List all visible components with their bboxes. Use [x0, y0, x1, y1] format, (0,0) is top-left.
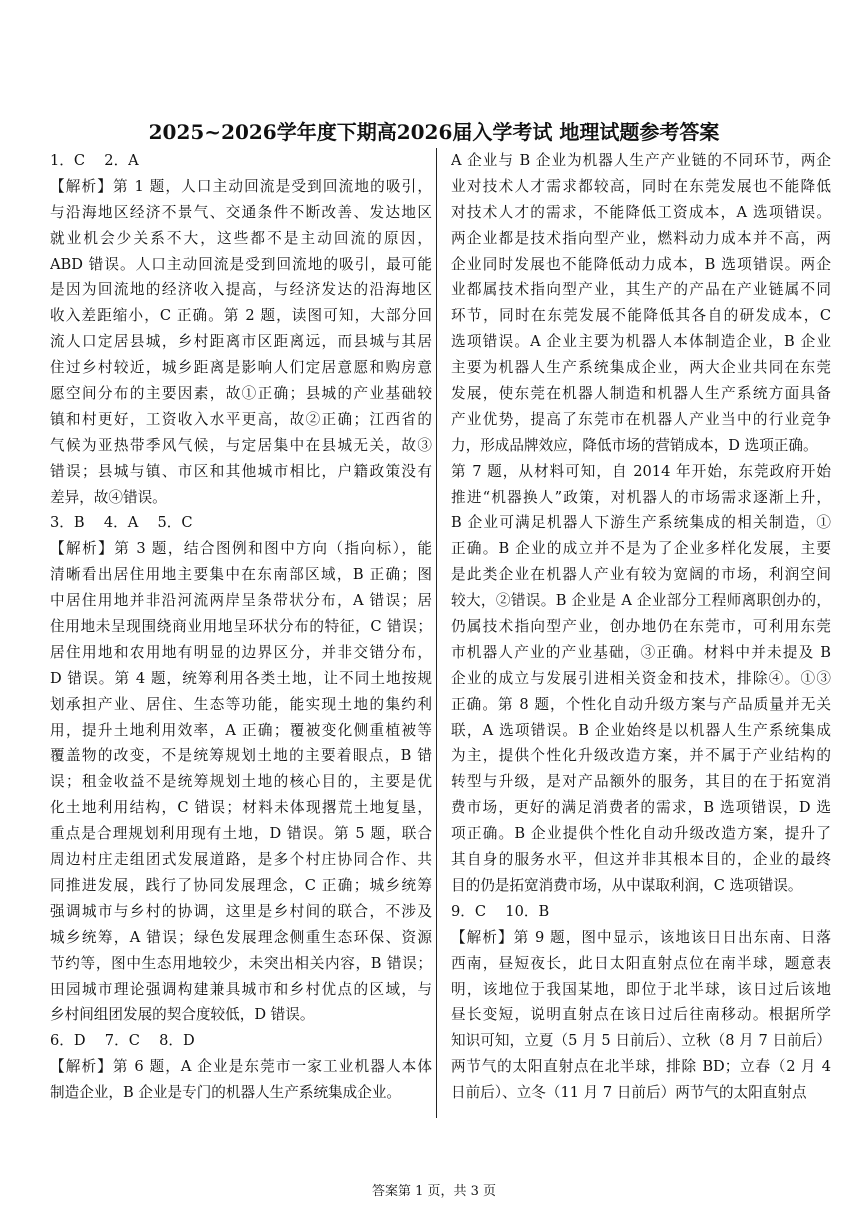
text-line: 选项错误。A 企业主要为机器人本体制造企业，B 企业 — [451, 333, 831, 351]
text-line: 用，提升土地利用效率，A 正确；覆被变化侧重植被等 — [50, 721, 432, 739]
text-line: 乡村间组团发展的契合度较低，D 错误。 — [50, 1006, 315, 1024]
text-line: 是此类企业在机器人产业有较为宽阔的市场，利润空间 — [451, 566, 831, 584]
text-line: 差异，故④错误。 — [50, 488, 167, 506]
text-line: 为主，提供个性化升级改造方案，并不属于产业结构的 — [451, 747, 831, 765]
text-line: 正确。第 8 题，个性化自动升级方案与产品质量并无关 — [451, 695, 831, 713]
text-line: 环节，同时在东莞发展不能降低其各自的研发成本，C — [451, 307, 831, 325]
text-line: 知识可知，立夏（5 月 5 日前后）、立秋（8 月 7 日前后） — [451, 1032, 831, 1050]
text-line: 仍属技术指向型产业，创办地仍在东莞市，可利用东莞 — [451, 618, 831, 636]
text-line: 住过乡村较近，城乡距离是影响人们定居意愿和购房意 — [50, 359, 432, 377]
text-line: 住用地未呈现围绕商业用地呈环状分布的特征，C 错误； — [50, 618, 432, 636]
text-line: 业都属技术指向型产业，其生产的产品在产业链属不同 — [451, 281, 831, 299]
text-line: 【解析】第 9 题，图中显示，该地该日日出东南、日落 — [451, 928, 831, 946]
page-title: 2025~2026学年度下期高2026届入学考试 地理试题参考答案 — [148, 120, 720, 144]
text-line: 昼长变短，说明直射点在该日过后往南移动。根据所学 — [451, 1006, 831, 1024]
right-column — [451, 148, 831, 1118]
text-line: 日前后）、立冬（11 月 7 日前后）两节气的太阳直射点 — [451, 1084, 807, 1102]
text-line: 企业同时发展也不能降低动力成本，B 选项错误。两企 — [451, 255, 831, 273]
text-line: 清晰看出居住用地主要集中在东南部区域，B 正确；图 — [50, 566, 432, 584]
text-line: 误；租金收益不是统筹规划土地的核心目的，主要是优 — [50, 773, 432, 791]
text-line: 与沿海地区经济不景气、交通条件不断改善、发达地区 — [50, 203, 432, 221]
text-line: 市机器人产业的产业基础，③正确。材料中并未提及 B — [451, 643, 831, 661]
text-line: 制造企业，B 企业是专门的机器人生产系统集成企业。 — [50, 1084, 402, 1102]
text-line: 其自身的服务水平，但这并非其根本目的，企业的最终 — [451, 851, 831, 869]
text-line: 转型与升级，是对产品额外的服务，其目的在于拓宽消 — [451, 773, 831, 791]
text-line: A 企业与 B 企业为机器人生产产业链的不同环节，两企 — [451, 152, 831, 169]
text-line: ABD 错误。人口主动回流是受到回流地的吸引，最可能 — [50, 255, 432, 273]
text-line: 1．C 2．A — [50, 152, 139, 169]
text-line: 第 7 题，从材料可知，自 2014 年开始，东莞政府开始 — [451, 462, 831, 480]
text-line: 主要为机器人生产系统集成企业，两大企业共同在东莞 — [451, 359, 831, 377]
text-line: 6．D 7．C 8．D — [50, 1032, 195, 1050]
text-line: 周边村庄走组团式发展道路，是多个村庄协同合作、共 — [50, 851, 432, 869]
text-line: 划承担产业、居住、生态等功能，能实现土地的集约利 — [50, 695, 432, 713]
text-line: 9．C 10．B — [451, 902, 550, 920]
text-line: 就业机会少关系不大，这些都不是主动回流的原因， — [50, 229, 432, 247]
text-line: 覆盖物的改变，不是统筹规划土地的主要着眼点，B 错 — [50, 747, 432, 765]
text-line: 明，该地位于我国某地，即位于北半球，该日过后该地 — [451, 980, 831, 998]
text-line: 正确。B 企业的成立并不是为了企业多样化发展，主要 — [451, 540, 831, 558]
text-line: 对技术人才的需求，不能降低工资成本，A 选项错误。 — [451, 203, 831, 221]
text-line: 较大，②错误。B 企业是 A 企业部分工程师离职创办的， — [451, 592, 831, 610]
page-footer: 答案第 1 页，共 3 页 — [371, 1184, 497, 1199]
text-line: 力，形成品牌效应，降低市场的营销成本，D 选项正确。 — [451, 436, 818, 454]
text-line: 推进“机器换人”政策，对机器人的市场需求逐渐上升， — [451, 488, 831, 506]
text-line: 强调城市与乡村的协调，这里是乡村间的联合，不涉及 — [50, 902, 432, 920]
text-line: 费市场，更好的满足消费者的需求，B 选项错误，D 选 — [451, 799, 831, 817]
text-line: 3．B 4．A 5．C — [50, 514, 193, 532]
text-line: 两企业都是技术指向型产业，燃料动力成本并不高，两 — [451, 229, 831, 247]
text-line: 目的仍是拓宽消费市场，从中谋取利润，C 选项错误。 — [451, 876, 803, 894]
text-line: 化土地利用结构，C 错误；材料未体现撂荒土地复垦， — [50, 799, 432, 817]
text-line: D 错误。第 4 题，统筹利用各类土地，让不同土地按规 — [50, 669, 432, 687]
text-line: 是因为回流地的经济收入提高，与经济发达的沿海地区 — [50, 281, 432, 299]
left-column — [50, 148, 432, 1118]
text-line: 重点是合理规划利用现有土地，D 错误。第 5 题，联合 — [50, 825, 432, 843]
column-divider — [436, 148, 437, 1118]
text-line: 错误；县城与镇、市区和其他城市相比，户籍政策没有 — [50, 462, 432, 480]
text-line: 【解析】第 3 题，结合图例和图中方向（指向标），能 — [50, 540, 432, 558]
text-line: 城乡统筹，A 错误；绿色发展理念侧重生态环保、资源 — [50, 928, 432, 946]
text-line: 气候为亚热带季风气候，与定居集中在县城无关，故③ — [50, 436, 432, 454]
text-line: 项正确。B 企业提供个性化自动升级改造方案，提升了 — [451, 825, 831, 843]
text-line: 西南，昼短夜长，此日太阳直射点位在南半球，题意表 — [451, 954, 831, 972]
text-line: B 企业可满足机器人下游生产系统集成的相关制造，① — [451, 514, 831, 532]
text-line: 联，A 选项错误。B 企业始终是以机器人生产系统集成 — [451, 721, 831, 739]
text-line: 镇和村更好，工资收入水平更高，故②正确；江西省的 — [50, 410, 432, 428]
text-line: 【解析】第 1 题，人口主动回流是受到回流地的吸引， — [50, 177, 432, 195]
text-line: 收入差距缩小，C 正确。第 2 题，读图可知，大部分回 — [50, 307, 432, 325]
text-line: 发展，使东莞在机器人制造和机器人生产系统方面具备 — [451, 385, 831, 403]
text-line: 节约等，图中生态用地较少，未突出相关内容，B 错误； — [50, 954, 432, 972]
text-line: 居住用地和农用地有明显的边界区分，并非交错分布， — [50, 643, 432, 661]
text-line: 田园城市理论强调构建兼具城市和乡村优点的区域，与 — [50, 980, 432, 998]
text-line: 产业优势，提高了东莞市在机器人产业当中的行业竞争 — [451, 410, 831, 428]
text-line: 企业的成立与发展引进相关资金和技术，排除④。①③ — [451, 669, 831, 687]
text-line: 流人口定居县城，乡村距离市区距离远，而县城与其居 — [50, 333, 432, 351]
text-line: 两节气的太阳直射点在北半球，排除 BD；立春（2 月 4 — [451, 1058, 831, 1076]
text-line: 业对技术人才需求都较高，同时在东莞发展也不能降低 — [451, 177, 831, 195]
text-line: 【解析】第 6 题，A 企业是东莞市一家工业机器人本体 — [50, 1058, 432, 1076]
text-line: 同推进发展，践行了协同发展理念，C 正确；城乡统筹 — [50, 876, 432, 894]
text-line: 愿空间分布的主要因素，故①正确；县城的产业基础较 — [50, 385, 432, 403]
text-line: 中居住用地并非沿河流两岸呈条带状分布，A 错误；居 — [50, 592, 432, 610]
